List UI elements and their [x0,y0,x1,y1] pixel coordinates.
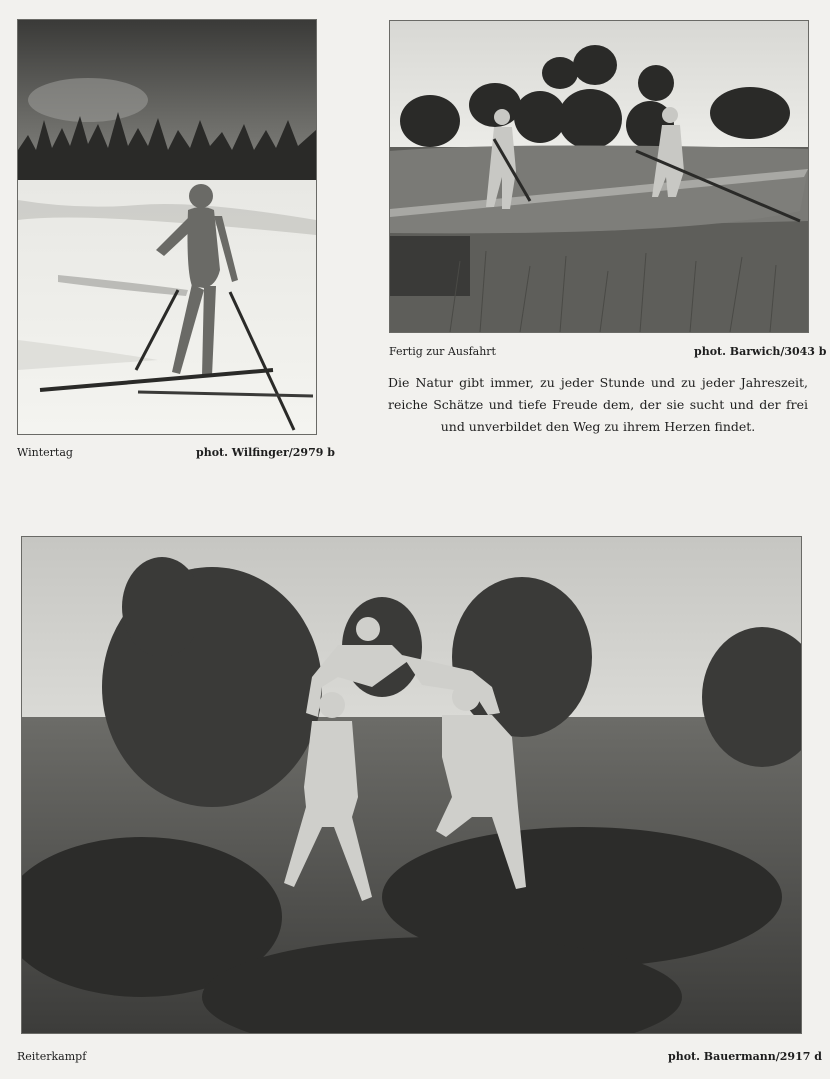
photo-reiterkampf-image [22,537,801,1033]
photo-ausfahrt-image [390,21,808,332]
photo-wintertag [18,20,316,434]
caption-reiterkampf-credit: phot. Bauermann/2917 d [668,1050,822,1063]
photo-reiterkampf [22,537,801,1033]
caption-wintertag-credit: phot. Wilfinger/2979 b [196,446,335,459]
body-paragraph: Die Natur gibt immer, zu jeder Stunde und zu jeder Jahreszeit, reiche Schätze und tiefe Freude dem, der sie sucht und der frei und unverbildet den Weg zu ihrem Herzen findet. [388,375,808,434]
photo-wintertag-image [18,20,316,434]
caption-wintertag-title: Wintertag [17,446,73,459]
photo-fertig-zur-ausfahrt [390,21,808,332]
caption-ausfahrt-credit: phot. Barwich/3043 b [694,345,827,358]
caption-reiterkampf-title: Reiterkampf [17,1050,87,1063]
caption-ausfahrt-title: Fertig zur Ausfahrt [389,345,496,358]
